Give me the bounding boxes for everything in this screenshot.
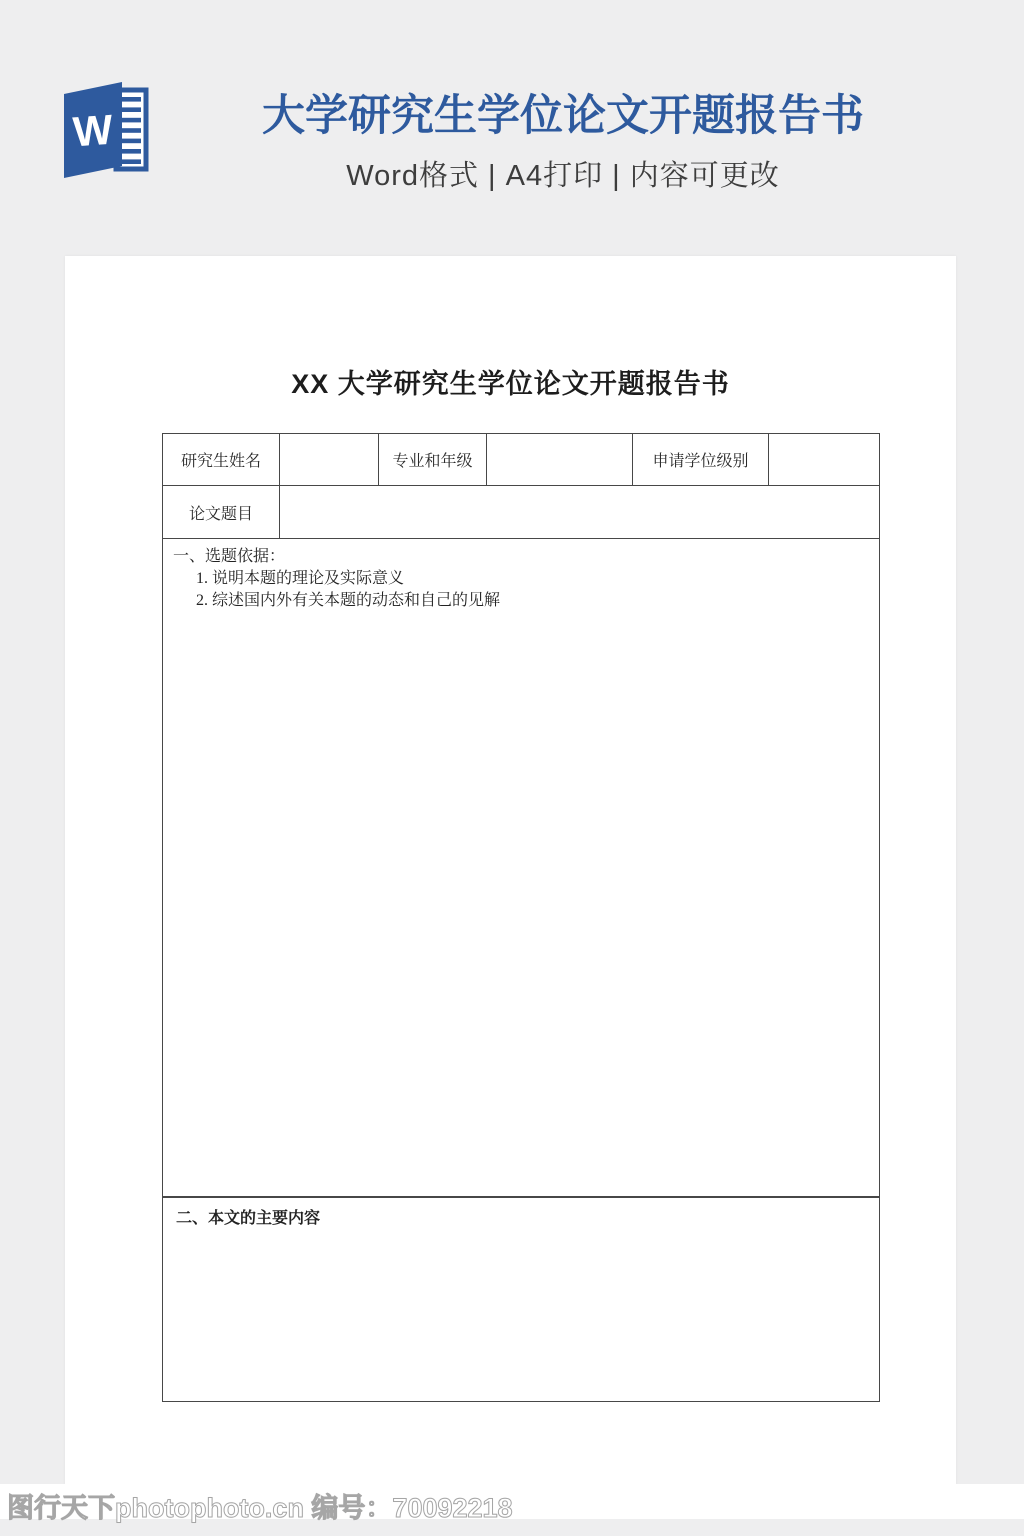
watermark-text: 图行天下photophoto.cn 编号：70092218 (7, 1493, 513, 1523)
watermark-band (0, 1484, 1024, 1523)
section-main-content-heading: 二、本文的主要内容 (176, 1210, 321, 1227)
header-subtitle: Word格式 | A4打印 | 内容可更改 (346, 160, 780, 192)
topic-basis-item-2: 2. 综述国内外有关本题的动态和自己的见解 (196, 592, 501, 609)
section-topic-basis (163, 539, 879, 1198)
label-student-name: 研究生姓名 (163, 434, 280, 485)
header-title: 大学研究生学位论文开题报告书 (262, 92, 864, 140)
label-thesis-title: 论文题目 (163, 486, 280, 538)
section-topic-basis-items (173, 568, 869, 612)
section-topic-basis-heading: 一、选题依据： (173, 548, 286, 565)
value-degree-level (769, 434, 879, 485)
document-title: XX 大学研究生学位论文开题报告书 (291, 369, 730, 399)
document-page (65, 256, 956, 1485)
label-major-grade: 专业和年级 (379, 434, 487, 485)
value-thesis-title (280, 486, 879, 538)
section-main-content (163, 1198, 879, 1401)
form-row-1 (163, 434, 879, 486)
word-icon-letter-w: W (71, 105, 115, 156)
topic-basis-item-1: 1. 说明本题的理论及实际意义 (196, 570, 405, 587)
proposal-form-table (162, 433, 880, 1402)
label-degree-level: 申请学位级别 (633, 434, 769, 485)
value-major-grade (487, 434, 633, 485)
value-student-name (280, 434, 379, 485)
form-row-2 (163, 486, 879, 539)
